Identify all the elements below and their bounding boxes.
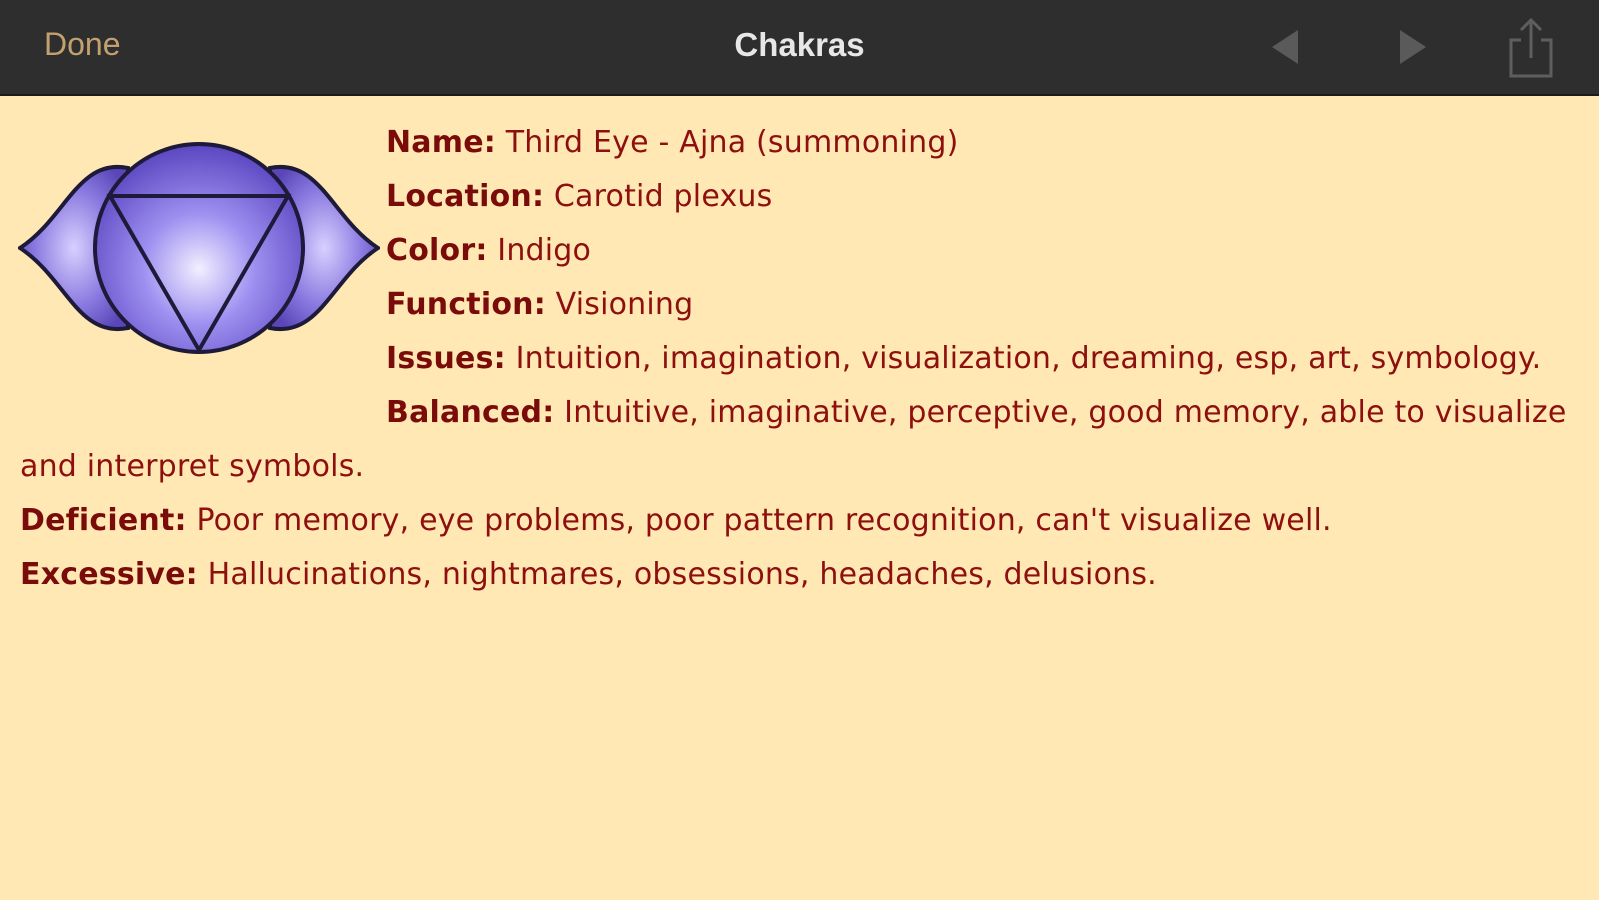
page-title: Chakras <box>734 26 865 63</box>
navigation-bar <box>0 0 1599 96</box>
right-triangle-icon <box>1388 22 1438 72</box>
next-button[interactable] <box>1388 22 1438 72</box>
done-button[interactable]: Done <box>44 26 121 62</box>
field-location: Location: Carotid plexus <box>386 179 773 214</box>
previous-button[interactable] <box>1262 22 1312 72</box>
share-icon <box>1503 16 1559 80</box>
field-name: Name: Third Eye - Ajna (summoning) <box>386 125 959 160</box>
field-excessive: Excessive: Hallucinations, nightmares, obsessions, headaches, delusions. <box>20 557 1157 592</box>
field-deficient: Deficient: Poor memory, eye problems, poor pattern recognition, can't visualize well. <box>20 503 1332 538</box>
field-balanced: Balanced: Intuitive, imaginative, perceptive, good memory, able to visualize and interpret symbols. <box>20 395 1567 484</box>
chakra-detail-page <box>0 96 1599 900</box>
chakra-details <box>20 116 1575 602</box>
field-function: Function: Visioning <box>386 287 694 322</box>
share-button[interactable] <box>1503 16 1559 80</box>
field-color: Color: Indigo <box>386 233 592 268</box>
left-triangle-icon <box>1262 22 1312 72</box>
field-issues: Issues: Intuition, imagination, visualization, dreaming, esp, art, symbology. <box>386 341 1542 376</box>
